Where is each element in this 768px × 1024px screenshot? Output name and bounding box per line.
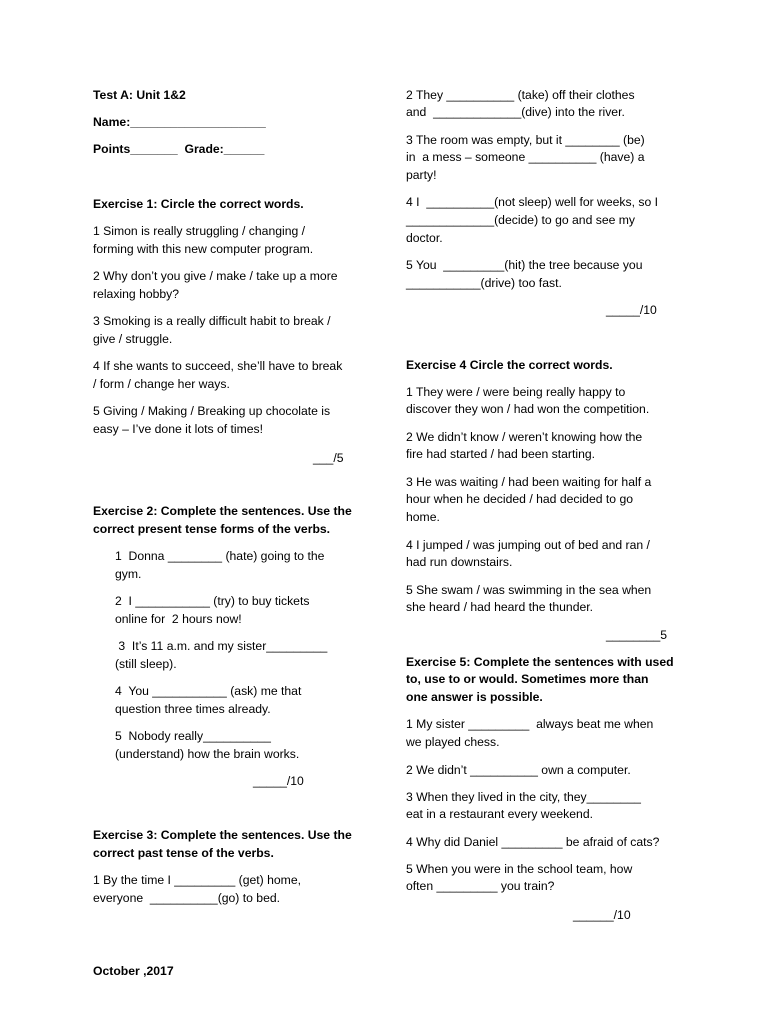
ex1-item-4-line-1: 4 If she wants to succeed, she’ll have to break <box>93 359 343 373</box>
ex2-item-4-line-2: question three times already. <box>115 702 271 716</box>
ex4-score: ________5 <box>606 628 668 642</box>
ex3-item-2-line-1: 2 They __________ (take) off their clothes <box>406 88 635 102</box>
ex2-item-2-line-1: 2 I ___________ (try) to buy tickets <box>115 594 310 608</box>
ex3-item-5-line-1: 5 You _________(hit) the tree because you <box>406 258 643 272</box>
ex3-item-3-line-3: party! <box>406 168 437 182</box>
ex4-item-1-line-2: discover they won / had won the competition. <box>406 402 650 416</box>
ex2-item-5-line-2: (understand) how the brain works. <box>115 747 300 761</box>
ex3-item-1-line-2: everyone __________(go) to bed. <box>93 891 281 905</box>
ex5-item-5-line-2: often _________ you train? <box>406 879 555 893</box>
test-title: Test A: Unit 1&2 <box>93 88 186 102</box>
ex5-item-5-line-1: 5 When you were in the school team, how <box>406 862 633 876</box>
ex4-item-4-line-1: 4 I jumped / was jumping out of bed and ran / <box>406 538 650 552</box>
ex3-item-3-line-2: in a mess – someone __________ (have) a <box>406 150 645 164</box>
exercise-5-heading-line-1: Exercise 5: Complete the sentences with used <box>406 655 674 669</box>
footer-date: October ,2017 <box>93 964 174 978</box>
ex4-item-2-line-2: fire had started / had been starting. <box>406 447 596 461</box>
ex5-item-3-line-1: 3 When they lived in the city, they________ <box>406 790 641 804</box>
ex3-item-4-line-1: 4 I __________(not sleep) well for weeks, so I <box>406 195 659 209</box>
ex4-item-3-line-1: 3 He was waiting / had been waiting for half a <box>406 475 652 489</box>
points-grade-line: Points_______ Grade:______ <box>93 142 265 156</box>
ex4-item-3-line-3: home. <box>406 510 440 524</box>
exercise-4-heading: Exercise 4 Circle the correct words. <box>406 358 613 372</box>
name-line: Name:____________________ <box>93 115 266 129</box>
ex5-score: ______/10 <box>573 908 631 922</box>
ex2-score: _____/10 <box>253 774 304 788</box>
ex1-item-1-line-2: forming with this new computer program. <box>93 242 314 256</box>
ex5-item-3-line-2: eat in a restaurant every weekend. <box>406 807 593 821</box>
ex4-item-5-line-1: 5 She swam / was swimming in the sea when <box>406 583 652 597</box>
exercise-5-heading-line-3: one answer is possible. <box>406 690 543 704</box>
ex2-item-1-line-2: gym. <box>115 567 142 581</box>
ex4-item-1-line-1: 1 They were / were being really happy to <box>406 385 626 399</box>
ex2-item-4-line-1: 4 You ___________ (ask) me that <box>115 684 302 698</box>
exercise-2-heading-line-2: correct present tense forms of the verbs. <box>93 522 331 536</box>
ex3-item-4-line-3: doctor. <box>406 231 443 245</box>
ex1-item-2-line-2: relaxing hobby? <box>93 287 180 301</box>
ex4-item-3-line-2: hour when he decided / had decided to go <box>406 492 633 506</box>
exercise-1-heading: Exercise 1: Circle the correct words. <box>93 197 304 211</box>
ex3-score: _____/10 <box>606 303 657 317</box>
ex1-score: ___/5 <box>313 451 344 465</box>
ex5-item-4-line-1: 4 Why did Daniel _________ be afraid of cats? <box>406 835 660 849</box>
ex1-item-2-line-1: 2 Why don’t you give / make / take up a more <box>93 269 338 283</box>
ex5-item-1-line-2: we played chess. <box>406 735 500 749</box>
ex2-item-5-line-1: 5 Nobody really__________ <box>115 729 271 743</box>
ex4-item-5-line-2: she heard / had heard the thunder. <box>406 600 594 614</box>
ex1-item-1-line-1: 1 Simon is really struggling / changing / <box>93 224 306 238</box>
exercise-2-heading-line-1: Exercise 2: Complete the sentences. Use the <box>93 504 352 518</box>
ex2-item-3-line-2: (still sleep). <box>115 657 177 671</box>
ex1-item-5-line-2: easy – I’ve done it lots of times! <box>93 422 264 436</box>
ex4-item-2-line-1: 2 We didn’t know / weren’t knowing how the <box>406 430 643 444</box>
ex2-item-3-line-1: 3 It’s 11 a.m. and my sister_________ <box>115 639 328 653</box>
ex3-item-3-line-1: 3 The room was empty, but it ________ (be) <box>406 133 645 147</box>
ex1-item-3-line-1: 3 Smoking is a really difficult habit to break / <box>93 314 331 328</box>
ex5-item-1-line-1: 1 My sister _________ always beat me when <box>406 717 654 731</box>
ex1-item-5-line-1: 5 Giving / Making / Breaking up chocolate is <box>93 404 331 418</box>
ex3-item-2-line-2: and _____________(dive) into the river. <box>406 105 625 119</box>
ex3-item-5-line-2: ___________(drive) too fast. <box>406 276 562 290</box>
exercise-3-heading-line-1: Exercise 3: Complete the sentences. Use the <box>93 828 352 842</box>
ex5-item-2-line-1: 2 We didn’t __________ own a computer. <box>406 763 631 777</box>
ex2-item-2-line-2: online for 2 hours now! <box>115 612 242 626</box>
ex2-item-1-line-1: 1 Donna ________ (hate) going to the <box>115 549 325 563</box>
exercise-5-heading-line-2: to, use to or would. Sometimes more than <box>406 672 649 686</box>
exercise-3-heading-line-2: correct past tense of the verbs. <box>93 846 274 860</box>
ex1-item-3-line-2: give / struggle. <box>93 332 173 346</box>
ex3-item-4-line-2: _____________(decide) to go and see my <box>406 213 636 227</box>
ex4-item-4-line-2: had run downstairs. <box>406 555 513 569</box>
ex3-item-1-line-1: 1 By the time I _________ (get) home, <box>93 873 301 887</box>
ex1-item-4-line-2: / form / change her ways. <box>93 377 230 391</box>
